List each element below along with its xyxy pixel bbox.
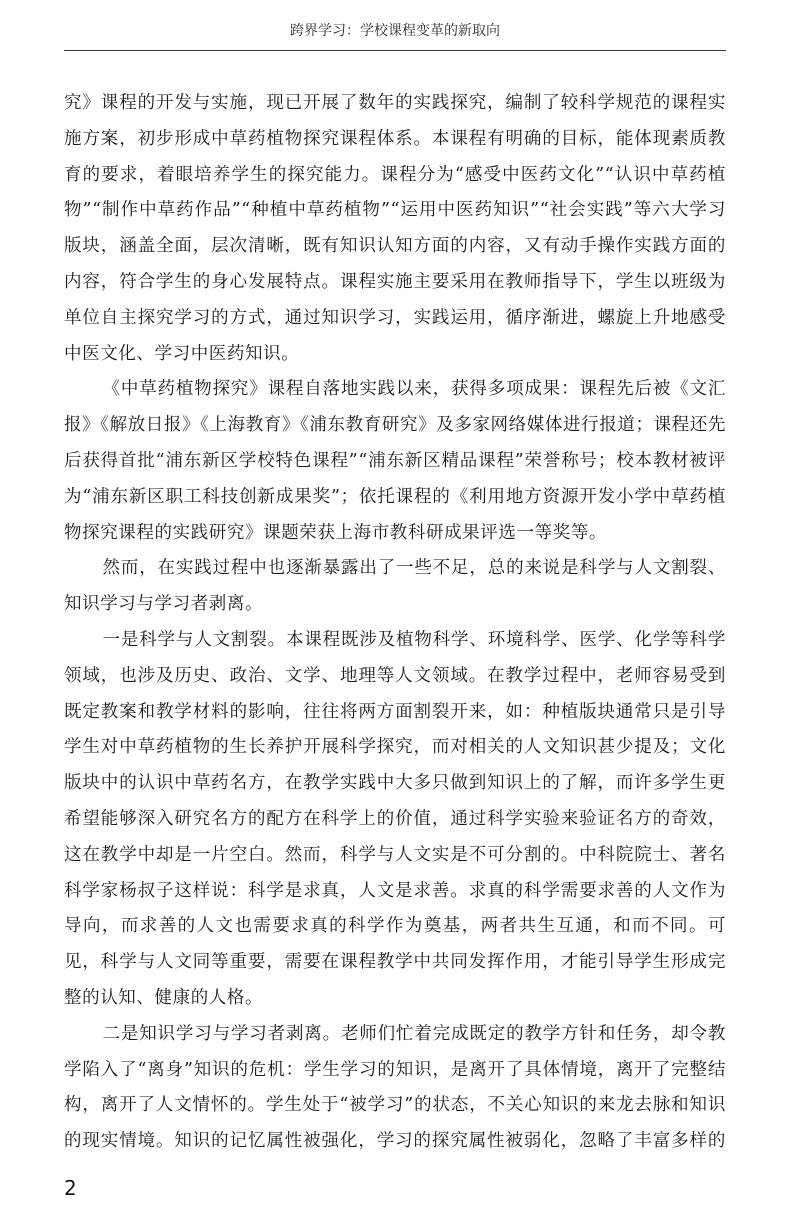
body-text — [64, 86, 726, 1166]
running-header: 跨界学习：学校课程变革的新取向 — [290, 23, 500, 39]
paragraph-shortcomings: 然而，在实践过程中也逐渐暴露出了一些不足，总的来说是科学与人文割裂、知识学习与学习者剥离。 — [64, 558, 726, 615]
header-divider — [64, 50, 726, 51]
page-number: 2 — [64, 1176, 77, 1200]
paragraph-science-humanities: 一是科学与人文割裂。本课程既涉及植物科学、环境科学、医学、化学等科学领域，也涉及历史、政治、文学、地理等人文领域。在教学过程中，老师容易受到既定教案和教学材料的影响，往往将两方面割裂开来，如：种植版块通常只是引导学生对中草药植物的生长养护开展科学探究，而对相关的人文知识甚少提及；文化版块中的认识中草药名方，在教学实践中大多只做到知识上的了解，而许多学生更希望能够深入研究名方的配方在科学上的价值，通过科学实验来验证名方的奇效，这在教学中却是一片空白。然而，科学与人文实是不可分割的。中科院院士、著名科学家杨叔子这样说：科学是求真，人文是求善。求真的科学需要求善的人文作为导向，而求善的人文也需要求真的科学作为奠基，两者共生互通，和而不同。可见，科学与人文同等重要，需要在课程教学中共同发挥作用，才能引导学生形成完整的认知、健康的人格。 — [64, 629, 726, 1008]
paragraph-continued: 究》课程的开发与实施，现已开展了数年的实践探究，编制了较科学规范的课程实施方案，初步形成中草药植物探究课程体系。本课程有明确的目标，能体现素质教育的要求，着眼培养学生的探究能力。课程分为“感受中医药文化”“认识中草药植物”“制作中草药作品”“种植中草药植物”“运用中医药知识”“社会实践”等六大学习版块，涵盖全面，层次清晰，既有知识认知方面的内容，又有动手操作实践方面的内容，符合学生的身心发展特点。课程实施主要采用在教师指导下，学生以班级为单位自主探究学习的方式，通过知识学习，实践运用，循序渐进，螺旋上升地感受中医文化、学习中医药知识。 — [64, 93, 726, 364]
paragraph-knowledge-learner: 二是知识学习与学习者剥离。老师们忙着完成既定的教学方针和任务，却令教学陷入了“离身”知识的危机：学生学习的知识，是离开了具体情境，离开了完整结构，离开了人文情怀的。学生处于“被学习”的状态，不关心知识的来龙去脉和知识的现实情境。知识的记忆属性被强化，学习的探究属性被弱化，忽略了丰富多样的 — [64, 1023, 726, 1152]
paragraph-achievements: 《中草药植物探究》课程自落地实践以来，获得多项成果：课程先后被《文汇报》《解放日报》《上海教育》《浦东教育研究》及多家网络媒体进行报道；课程还先后获得首批“浦东新区学校特色课程”“浦东新区精品课程”荣誉称号；校本教材被评为“浦东新区职工科技创新成果奖”；依托课程的《利用地方资源开发小学中草药植物探究课程的实践研究》课题荣获上海市教科研成果评选一等奖等。 — [64, 379, 726, 543]
